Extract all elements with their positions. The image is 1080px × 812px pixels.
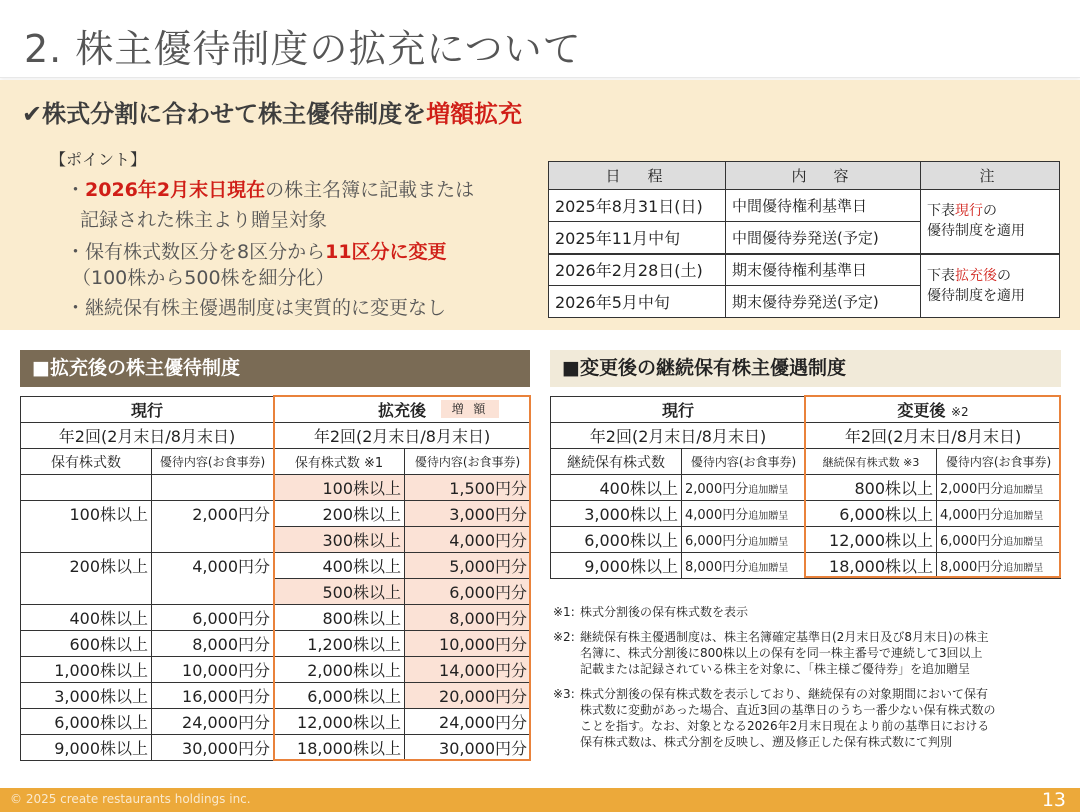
header-current: 現行 [551,397,806,423]
current-shares: 6,000株以上 [21,709,152,735]
page-title: 2. 株主優待制度の拡充について [24,27,582,71]
note-text: の [983,203,997,220]
header-current: 現行 [21,397,274,423]
period-current: 年2回(2月末日/8月末日) [21,423,274,449]
schedule-date: 2026年2月28日(土) [549,254,726,286]
current-shares: 6,000株以上 [551,527,682,553]
expanded-shares: 2,000株以上 [274,657,405,683]
schedule-date: 2025年8月31日(日) [549,190,726,222]
expanded-benefit: 4,000円分 [405,527,531,553]
bullet-emphasis: 2026年2月末日現在 [85,179,266,201]
schedule-content: 期末優待券発送(予定) [726,286,921,318]
note-text: の [997,267,1011,284]
note-line: 記載または記録されている株主を対象に、「株主様ご優待券」を追加贈呈 [580,662,971,676]
header-expanded: 拡充後 [274,397,531,423]
expanded-benefit: 14,000円分 [405,657,531,683]
expanded-benefit: 30,000円分 [405,735,531,761]
schedule-date: 2026年5月中旬 [549,286,726,318]
note-text: 下表 [927,203,955,220]
headline [22,94,522,129]
schedule-header-note: 注 [921,162,1060,190]
bullet-categories [66,239,447,265]
note-emphasis: 拡充後 [955,267,997,284]
benefit-suffix: 追加贈呈 [748,511,789,522]
expanded-benefit: 10,000円分 [405,631,531,657]
loyalty-benefit-table [550,396,1061,579]
note-line: ことを指す。なお、対象となる2026年2月末日現在より前の基準日における [580,719,990,733]
note-line: 株式数に変動があった場合、直近3回の基準日のうち一番少ない保有株式数の [580,703,996,717]
benefit-suffix: 追加贈呈 [748,563,789,574]
period-current: 年2回(2月末日/8月末日) [551,423,806,449]
note-text: 優待制度を適用 [927,287,1025,304]
benefit-amount: 6,000円分 [685,534,749,549]
benefit-suffix: 追加贈呈 [1003,485,1044,496]
current-shares [21,527,152,553]
current-benefit: 16,000円分 [152,683,274,709]
note-text: 下表 [927,267,955,284]
bullet-text: ・保有株式数区分を8区分から [66,241,326,263]
current-benefit: 4,000円分 [152,553,274,579]
note-line: 名簿に、株式分割後に800株以上の保有を同一株主番号で連続して3回以上 [580,646,983,660]
expanded-shares: 1,200株以上 [274,631,405,657]
benefit-amount: 4,000円分 [685,508,749,523]
expanded-shares: 500株以上 [274,579,405,605]
current-benefit [682,501,806,527]
headline-emphasis: 増額拡充 [426,100,523,128]
expanded-shares: 800株以上 [274,605,405,631]
footer-bar [0,788,1080,812]
col-benefit: 優待内容(お食事券) [152,449,274,475]
note-line: 株式分割後の保有株式数を表示 [580,605,749,619]
bullet-no-change: ・継続保有株主優遇制度は実質的に変更なし [66,297,447,319]
note-emphasis: 現行 [955,203,983,220]
current-benefit [152,475,274,501]
increase-badge: 増 額 [441,400,499,418]
current-shares: 200株以上 [21,553,152,579]
header-changed [806,397,1061,423]
current-shares: 9,000株以上 [21,735,152,761]
page-number: 13 [1041,789,1066,811]
col-shares-note: 継続保有株式数 ※3 [806,449,937,475]
headline-text: ✔株式分割に合わせて株主優待制度を [22,100,427,128]
expanded-shares: 200株以上 [274,501,405,527]
current-shares: 400株以上 [21,605,152,631]
benefit-amount: 2,000円分 [940,482,1004,497]
expanded-benefit: 5,000円分 [405,553,531,579]
period-changed: 年2回(2月末日/8月末日) [806,423,1061,449]
expanded-benefit: 1,500円分 [405,475,531,501]
period-expanded: 年2回(2月末日/8月末日) [274,423,531,449]
col-benefit: 優待内容(お食事券) [682,449,806,475]
schedule-table [548,161,1060,318]
schedule-note-after [921,254,1060,318]
bullet-record-date [66,177,474,203]
note-line: 株式分割後の保有株式数を表示しており、継続保有の対象期間において保有 [580,687,989,701]
benefit-amount: 4,000円分 [940,508,1004,523]
current-benefit: 8,000円分 [152,631,274,657]
current-shares [21,579,152,605]
note-text: 優待制度を適用 [927,223,1025,240]
current-shares: 3,000株以上 [551,501,682,527]
benefit-suffix: 追加贈呈 [748,485,789,496]
current-benefit [152,579,274,605]
current-benefit: 6,000円分 [152,605,274,631]
note-line: 継続保有株主優遇制度は、株主名簿確定基準日(2月末日及び8月末日)の株主 [580,630,989,644]
current-shares: 9,000株以上 [551,553,682,579]
current-shares: 600株以上 [21,631,152,657]
changed-shares: 18,000株以上 [806,553,937,579]
bullet-mark: ・ [66,179,86,201]
current-benefit [682,527,806,553]
note-mark: ※2: [553,630,575,644]
expanded-benefit: 6,000円分 [405,579,531,605]
expanded-benefit: 3,000円分 [405,501,531,527]
bullet-text: の株主名簿に記載または [265,179,475,201]
current-benefit [152,527,274,553]
changed-shares: 800株以上 [806,475,937,501]
schedule-content: 中間優待券発送(予定) [726,222,921,254]
changed-benefit [937,501,1061,527]
current-benefit: 30,000円分 [152,735,274,761]
benefit-amount: 8,000円分 [685,560,749,575]
expanded-benefit: 20,000円分 [405,683,531,709]
current-shares: 1,000株以上 [21,657,152,683]
schedule-content: 期末優待権利基準日 [726,254,921,286]
bullet-emphasis: 11区分に変更 [325,241,447,263]
changed-benefit [937,475,1061,501]
footer-copyright: © 2025 create restaurants holdings inc. [10,792,251,806]
note-line: 保有株式数は、株式分割を反映し、遡及修正した保有株式数にて判別 [580,735,953,749]
current-shares: 3,000株以上 [21,683,152,709]
benefit-suffix: 追加贈呈 [1003,537,1044,548]
benefit-suffix: 追加贈呈 [748,537,789,548]
benefit-suffix: 追加贈呈 [1003,511,1044,522]
current-benefit: 24,000円分 [152,709,274,735]
expanded-benefit-table [20,396,531,761]
col-benefit: 優待内容(お食事券) [937,449,1061,475]
col-shares-note: 保有株式数 ※1 [274,449,405,475]
expanded-shares: 12,000株以上 [274,709,405,735]
section-title-loyalty: ■変更後の継続保有株主優遇制度 [550,350,1061,387]
note-mark: ※1: [553,605,575,619]
current-shares: 100株以上 [21,501,152,527]
changed-shares: 12,000株以上 [806,527,937,553]
schedule-note-current [921,190,1060,254]
schedule-date: 2025年11月中旬 [549,222,726,254]
current-benefit [682,475,806,501]
note-mark: ※3: [553,687,575,701]
expanded-shares: 400株以上 [274,553,405,579]
changed-benefit [937,527,1061,553]
changed-benefit [937,553,1061,579]
bullet-continuation: （100株から500株を細分化） [72,267,335,289]
expanded-shares: 6,000株以上 [274,683,405,709]
points-label: 【ポイント】 [50,150,147,169]
current-benefit: 2,000円分 [152,501,274,527]
changed-shares: 6,000株以上 [806,501,937,527]
header-changed-note: ※2 [950,405,969,419]
current-benefit [682,553,806,579]
expanded-shares: 18,000株以上 [274,735,405,761]
col-benefit: 優待内容(お食事券) [405,449,531,475]
benefit-amount: 8,000円分 [940,560,1004,575]
expanded-benefit: 8,000円分 [405,605,531,631]
schedule-header-date: 日 程 [549,162,726,190]
col-shares: 保有株式数 [21,449,152,475]
benefit-suffix: 追加贈呈 [1003,563,1044,574]
schedule-content: 中間優待権利基準日 [726,190,921,222]
section-title-expanded: ■拡充後の株主優待制度 [20,350,530,387]
current-benefit: 10,000円分 [152,657,274,683]
benefit-amount: 6,000円分 [940,534,1004,549]
bullet-continuation: 記録された株主より贈呈対象 [80,209,328,231]
current-shares: 400株以上 [551,475,682,501]
current-shares [21,475,152,501]
col-shares: 継続保有株式数 [551,449,682,475]
title-bar [0,0,1080,78]
header-changed-label: 変更後 [897,401,946,420]
schedule-header-content: 内 容 [726,162,921,190]
expanded-benefit: 24,000円分 [405,709,531,735]
expanded-shares: 100株以上 [274,475,405,501]
benefit-amount: 2,000円分 [685,482,749,497]
expanded-shares: 300株以上 [274,527,405,553]
